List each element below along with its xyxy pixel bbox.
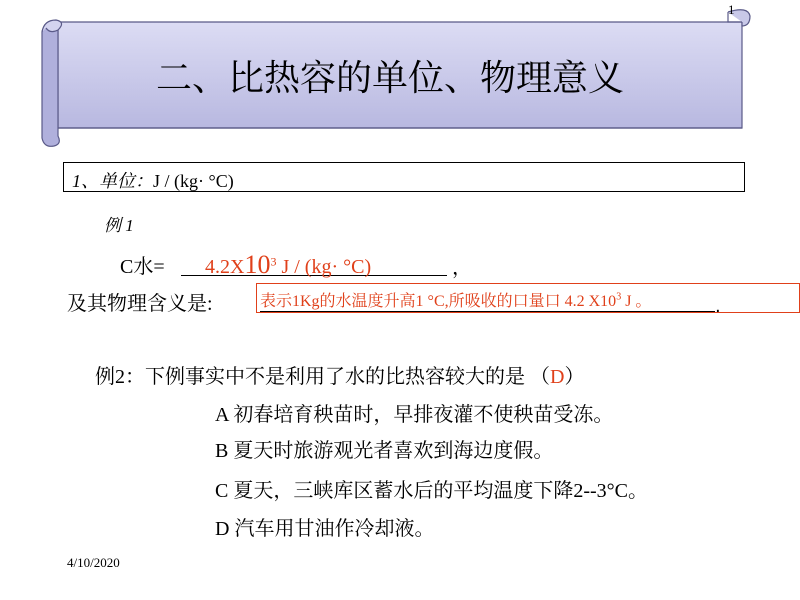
c-water-label: C水= bbox=[120, 256, 165, 278]
meaning-answer-post: J 。 bbox=[621, 293, 652, 310]
example2-answer: D bbox=[550, 366, 565, 388]
c-water-answer-big: 10 bbox=[244, 250, 271, 279]
c-water-answer bbox=[205, 250, 371, 280]
slide-date: 4/10/2020 bbox=[67, 555, 120, 570]
meaning-underline bbox=[260, 311, 715, 312]
example2-question-text: 例2：下例事实中不是利用了水的比热容较大的是 （ bbox=[95, 366, 550, 388]
meaning-period: . bbox=[715, 296, 721, 317]
example2-question bbox=[95, 360, 584, 389]
slide-title: 二、比热容的单位、物理意义 bbox=[155, 57, 624, 99]
option-d: D 汽车用甘油作冷却液。 bbox=[215, 518, 435, 540]
unit-value: J / (kg· °C) bbox=[153, 171, 234, 191]
c-water-answer-exp: 3 bbox=[270, 254, 277, 269]
example2-close-paren: ） bbox=[564, 366, 585, 388]
c-water-answer-post: J / (kg· °C) bbox=[276, 256, 372, 278]
unit-line bbox=[72, 167, 234, 193]
meaning-label: 及其物理含义是: bbox=[67, 293, 213, 315]
c-water-answer-pre: 4.2X bbox=[205, 256, 245, 278]
unit-label: 1、单位： bbox=[72, 171, 153, 191]
c-water-comma: ， bbox=[452, 255, 472, 279]
example1-label: 例 1 bbox=[104, 216, 134, 235]
option-c: C 夏天，三峡库区蓄水后的平均温度下降2--3°C。 bbox=[215, 480, 648, 502]
option-b: B 夏天时旅游观光者喜欢到海边度假。 bbox=[215, 440, 554, 462]
meaning-answer-exp: 3 bbox=[616, 291, 622, 303]
slide-number: 1 bbox=[728, 2, 735, 17]
meaning-answer bbox=[260, 288, 651, 311]
unit-box bbox=[63, 162, 745, 192]
option-a: A 初春培育秧苗时，早排夜灌不使秧苗受冻。 bbox=[215, 404, 614, 426]
meaning-answer-pre: 表示1Kg的水温度升高1 °C,所吸收的口量口 4.2 X10 bbox=[260, 293, 617, 310]
